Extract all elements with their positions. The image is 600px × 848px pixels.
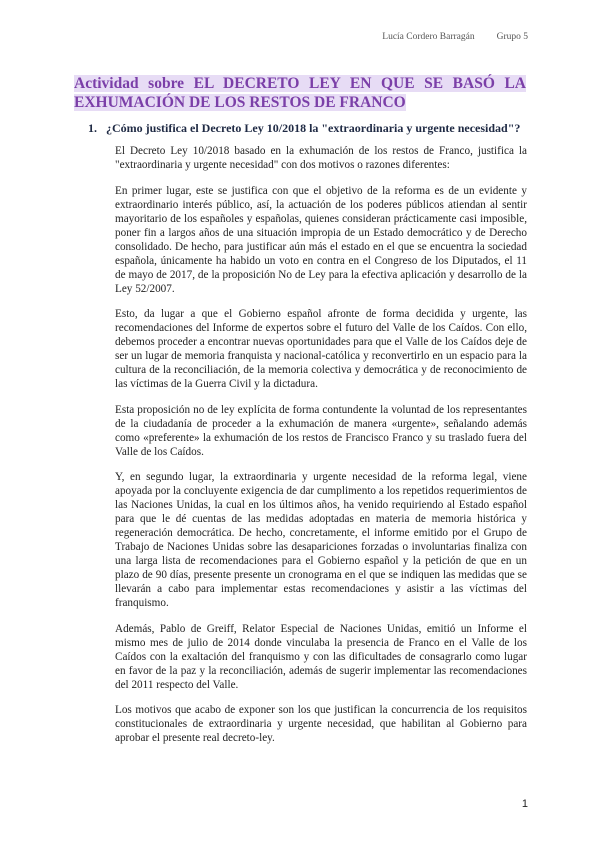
paragraph-special-rapporteur: Además, Pablo de Greiff, Relator Especial de Naciones Unidas, emitió un Informe el mismo mes de julio de 2014 donde vinculaba la presencia de Franco en el Valle de los Caídos con la exaltación del franquismo y con las dificultades de consagrarlo como lugar en favor de la paz y la reconciliación, además de sugerir implementar las recomendaciones del 2011 respecto del Valle. (115, 622, 527, 691)
paragraph-government-response: Esto, da lugar a que el Gobierno español afronte de forma decidida y urgente, las recomendaciones del Informe de expertos sobre el futuro del Valle de los Caídos. Con ello, debemos proceder a encontrar nuevas oportunidades para que el Valle de los Caídos deje de ser un lugar de memoria franquista y nacional-católica y reconvertirlo en un espacio para la cultura de la reconciliación, de la memoria colectiva y democrática y de reconocimiento de las víctimas de la Guerra Civil y la dictadura. (115, 308, 527, 390)
author-name: Lucía Cordero Barragán (382, 32, 475, 42)
document-title: Actividad sobre EL DECRETO LEY EN QUE SE BASÓ LA EXHUMACIÓN DE LOS RESTOS DE FRANCO (74, 75, 526, 111)
question-text: ¿Cómo justifica el Decreto Ley 10/2018 la "extraordinaria y urgente necesidad"? (106, 121, 521, 135)
paragraph-conclusion: Los motivos que acabo de exponer son los que justifican la concurrencia de los requisitos constitucionales de extraordinaria y urgente necesidad, que habilitan al Gobierno para aprobar el presente real decreto-ley. (115, 704, 527, 744)
page-number: 1 (521, 798, 528, 810)
page-header (382, 32, 528, 42)
question-heading (88, 121, 528, 136)
paragraph-intro: El Decreto Ley 10/2018 basado en la exhumación de los restos de Franco, justifica la "extraordinaria y urgente necesidad" con dos motivos o razones diferentes: (115, 145, 527, 171)
question-number: 1. (88, 121, 97, 135)
group-label: Grupo 5 (496, 32, 528, 42)
paragraph-proposition: Esta proposición no de ley explícita de forma contundente la voluntad de los representantes de la ciudadanía de proceder a la exhumación de manera «urgente», señalando además como «preferente» la exhumación de los restos de Francisco Franco y su traslado fuera del Valle de los Caídos. (115, 403, 527, 458)
document-title-block (74, 74, 526, 112)
paragraph-second-reason: Y, en segundo lugar, la extraordinaria y urgente necesidad de la reforma legal, viene apoyada por la concluyente exigencia de dar cumplimento a los repetidos requerimientos de las Naciones Unidas, la cual en los últimos años, ha venido requiriendo al Estado español para que le dé cuentas de las medidas adoptadas en materia de memoria histórica y regeneración democrática. De hecho, concretamente, el informe emitido por el Grupo de Trabajo de Naciones Unidas sobre las desapariciones forzadas o involuntarias finaliza con una larga lista de recomendaciones para el Gobierno español y la petición de que en un plazo de 90 días, presente presente un cronograma en el que se indiquen las medidas que se llevarán a cabo para implementar estas recomendaciones y asistir a las víctimas del franquismo. (115, 471, 527, 609)
answer-body (115, 144, 527, 757)
paragraph-first-reason: En primer lugar, este se justifica con que el objetivo de la reforma es de un evidente y extraordinario interés público, así, la actuación de los poderes públicos atiendan al sentir mayoritario de los españoles y españolas, quienes consideran prácticamente casi imposible, poner fin a largos años de una situación impropia de un Estado democrático y de Derecho consolidado. De hecho, para justificar aún más el estado en el que se encuentra la sociedad española, únicamente ha habido un voto en contra en el Congreso de los Diputados, el 11 de mayo de 2017, de la proposición No de Ley para la efectiva aplicación y desarrollo de la Ley 52/2007. (115, 184, 527, 295)
